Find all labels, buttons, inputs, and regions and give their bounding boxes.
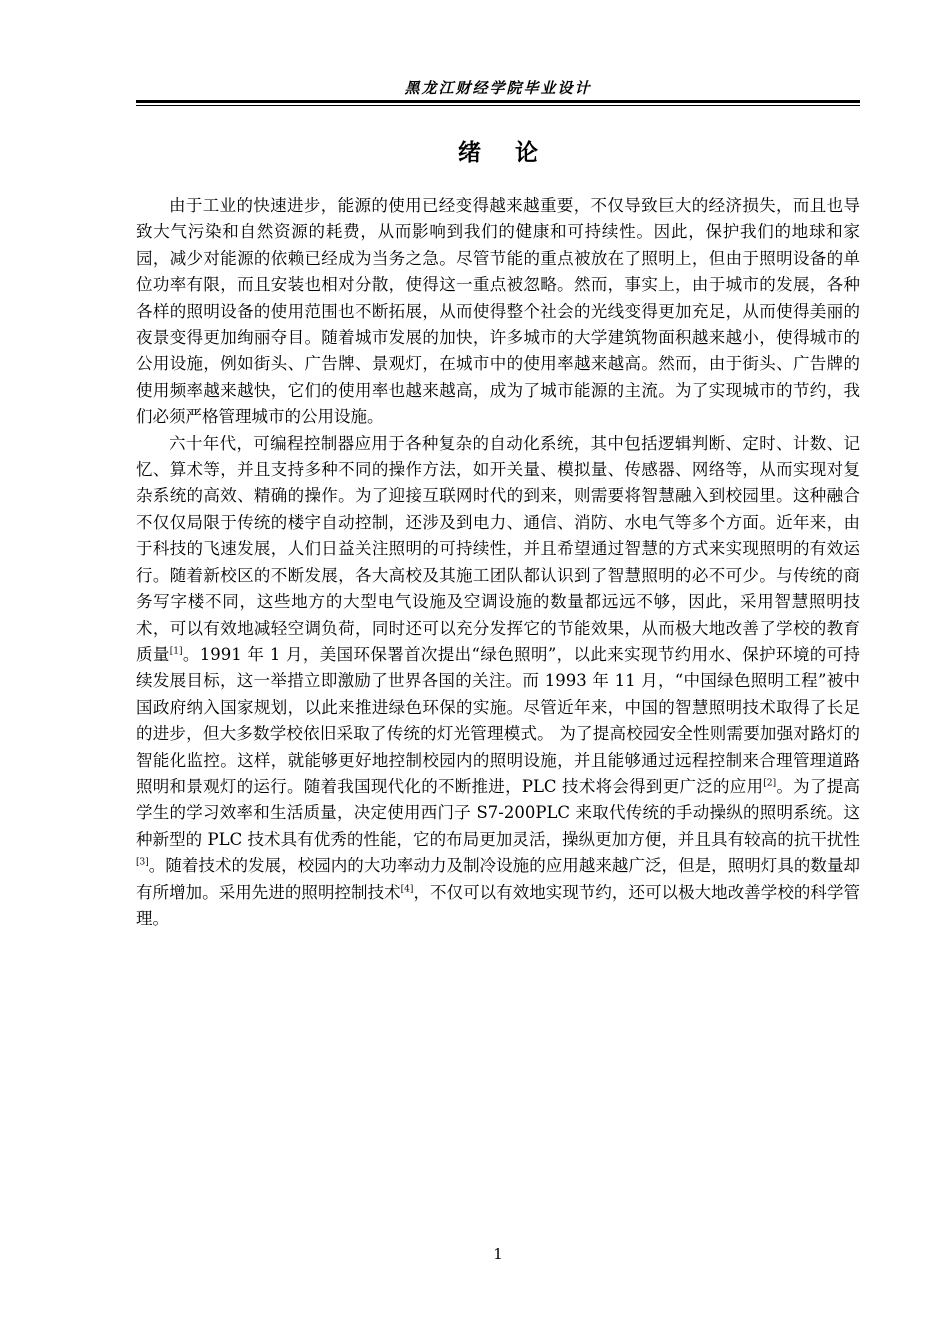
body-text xyxy=(136,193,860,932)
citation-reference: [4] xyxy=(400,884,414,895)
running-header: 黑龙江财经学院毕业设计 xyxy=(404,79,592,97)
chapter-title: 绪论 xyxy=(458,140,572,166)
citation-reference: [2] xyxy=(763,778,777,789)
paragraph xyxy=(136,193,860,431)
citation-reference: [3] xyxy=(136,857,149,868)
header-rule-thin xyxy=(136,105,860,106)
paragraph-text: ，不仅可以有效地实现节约，还可以极大地改善学校的科学管理。 xyxy=(136,882,861,928)
header-rule-thick xyxy=(136,100,860,103)
paragraph-text: 。随着技术的发展，校园内的大功率动力及制冷设施的应用越来越广泛，但是，照明灯具的数量却有所增加。采用先进的照明控制技术 xyxy=(136,856,860,902)
paragraph-text: 六十年代，可编程控制器应用于各种复杂的自动化系统，其中包括逻辑判断、定时、计数、记忆、算术等，并且支持多种不同的操作方法，如开关量、模拟量、传感器、网络等，从而实现对复杂系统的高效、精确的操作。为了迎接互联网时代的到来，则需要将智慧融入到校园里。这种融合不仅仅局限于传统的楼宇自动控制，还涉及到电力、通信、消防、水电气等多个方面。近年来，由于科技的飞速发展，人们日益关注照明的可持续性，并且希望通过智慧的方式来实现照明的有效运行。随着新校区的不断发展，各大高校及其施工团队都认识到了智慧照明的必不可少。与传统的商务写字楼不同，这些地方的大型电气设施及空调设施的数量都远远不够，因此，采用智慧照明技术，可以有效地减轻空调负荷，同时还可以充分发挥它的节能效果，从而极大地改善了学校的教育质量 xyxy=(136,433,860,664)
citation-reference: [1] xyxy=(169,646,183,657)
paragraph-text: 由于工业的快速进步，能源的使用已经变得越来越重要，不仅导致巨大的经济损失，而且也导致大气污染和自然资源的耗费，从而影响到我们的健康和可持续性。因此，保护我们的地球和家园，减少对能源的依赖已经成为当务之急。尽管节能的重点被放在了照明上，但由于照明设备的单位功率有限，而且安装也相对分散，使得这一重点被忽略。然而，事实上，由于城市的发展，各种各样的照明设备的使用范围也不断拓展，从而使得整个社会的光线变得更加充足，从而使得美丽的夜景变得更加绚丽夺目。随着城市发展的加快，许多城市的大学建筑物面积越来越小，使得城市的公用设施，例如街头、广告牌、景观灯，在城市中的使用率越来越高。然而，由于街头、广告牌的使用频率越来越快，它们的使用率也越来越高，成为了城市能源的主流。为了实现城市的节约，我们必须严格管理城市的公用设施。 xyxy=(136,196,860,427)
paragraph xyxy=(136,431,860,933)
page-number: 1 xyxy=(493,1245,503,1263)
paragraph-text: 。为了提高学生的学习效率和生活质量，决定使用西门子 S7-200PLC 来取代传统的手动操纵的照明系统。这种新型的 PLC 技术具有优秀的性能，它的布局更加灵活，操纵更加方便，并且具有较高的抗干扰性 xyxy=(136,776,861,849)
paragraph-text: 。1991 年 1 月，美国环保署首次提出“绿色照明”，以此来实现节约用水、保护环境的可持续发展目标，这一举措立即激励了世界各国的关注。而 1993 年 11 月，“中国绿色照明工程”被中国政府纳入国家规划，以此来推进绿色环保的实施。尽管近年来，中国的智慧照明技术取得了长足的进步，但大多数学校依旧采取了传统的灯光管理模式。 为了提高校园安全性则需要加强对路灯的智能化监控。这样，就能够更好地控制校园内的照明设施，并且能够通过远程控制来合理管理道路照明和景观灯的运行。随着我国现代化的不断推进，PLC 技术将会得到更广泛的应用 xyxy=(136,644,860,796)
